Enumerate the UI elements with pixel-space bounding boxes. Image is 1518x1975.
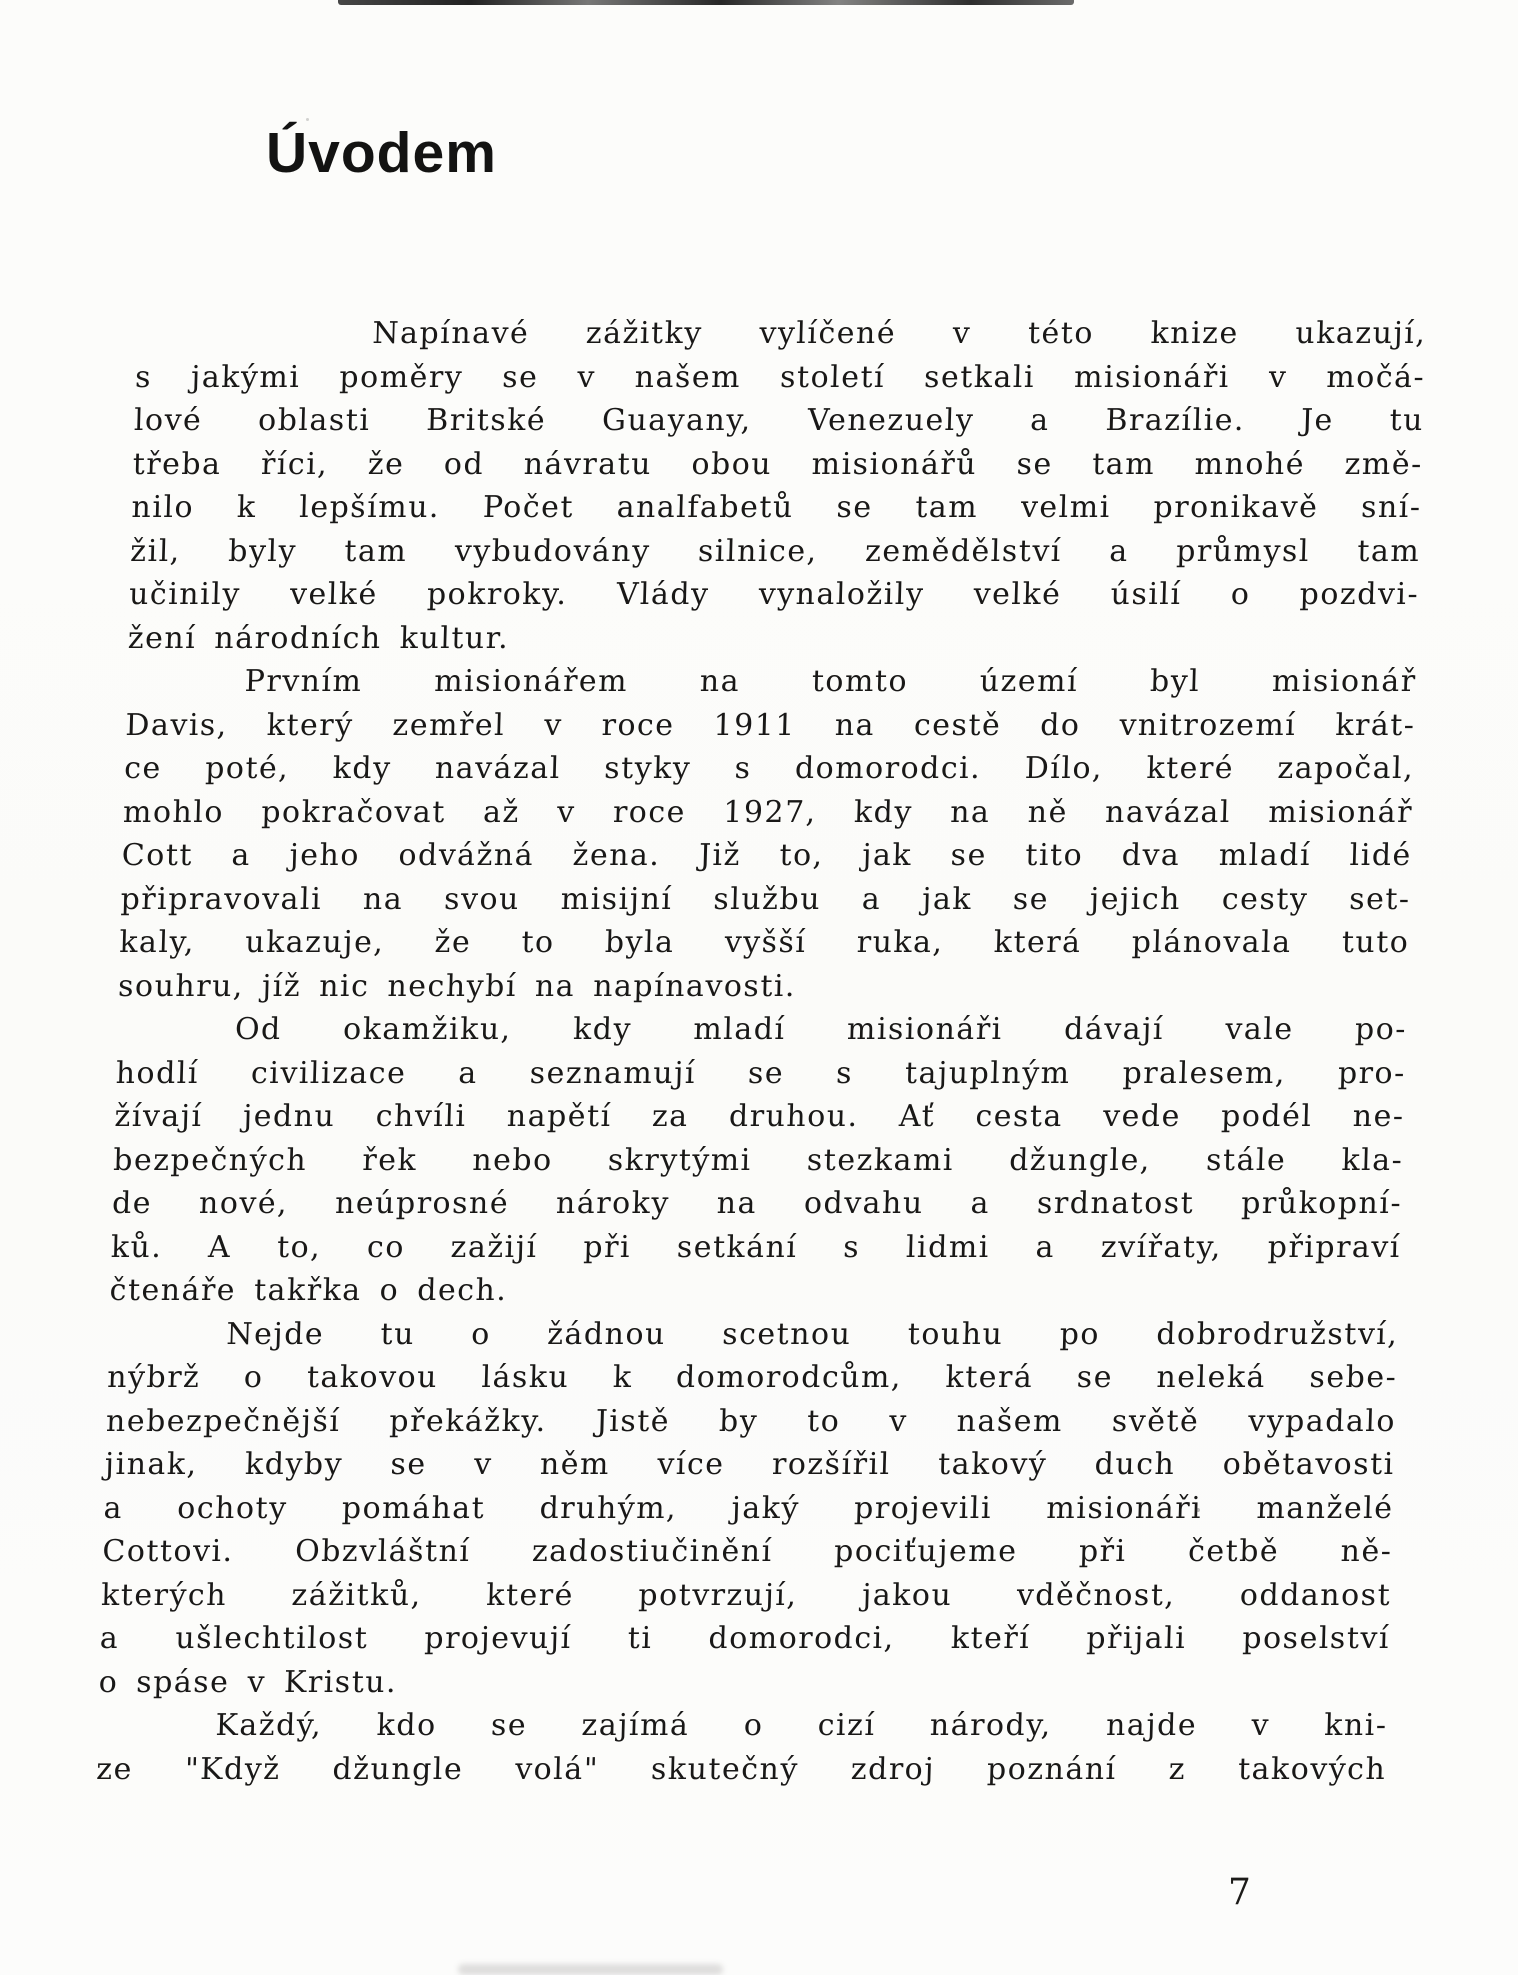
text-line: Každý, kdo se zajímá o cizí národy, najde v kni- (215, 1708, 1389, 1743)
text-line: s jakými poměry se v našem století setkali misionáři v močá- (134, 359, 1426, 395)
text-line: mohlo pokračovat až v roce 1927, kdy na ně navázal misionář (122, 794, 1414, 830)
text-line: nebezpečnější překážky. Jistě by to v našem světě vypadalo (105, 1403, 1397, 1439)
text-line: de nové, neúprosné nároky na odvahu a srdnatost průkopní- (111, 1186, 1403, 1221)
text-line: Cott a jeho odvážná žena. Již to, jak se tito dva mladí lidé (121, 838, 1413, 873)
text-line: žil, byly tam vybudovány silnice, zemědělství a průmysl tam (129, 533, 1421, 569)
text-line: Od okamžiku, kdy mladí misionáři dávají vale po- (234, 1012, 1408, 1047)
text-line: bezpečných řek nebo skrytými stezkami džungle, stále kla- (112, 1142, 1404, 1178)
text-line: Cottovi. Obzvláštní zadostiučinění pociťujeme při četbě ně- (101, 1534, 1393, 1569)
text-line: Prvním misionářem na tomto území byl misionář (244, 664, 1418, 699)
text-line: jinak, kdyby se v něm více rozšířil takový duch obětavosti (104, 1447, 1396, 1482)
text-line: hodlí civilizace a seznamují se s tajuplným pralesem, pro- (115, 1055, 1407, 1091)
text-line: ků. A to, co zažijí při setkání s lidmi a zvířaty, připraví (110, 1229, 1402, 1265)
scan-smudge-top-edge (338, 0, 1074, 5)
text-line: třeba říci, že od návratu obou misionářů se tam mnohé změ- (132, 446, 1424, 482)
text-line: a ochoty pomáhat druhým, jaký projevili misionáři manželé (103, 1490, 1395, 1526)
text-line: ce poté, kdy navázal styky s domorodci. Dílo, které započal, (123, 751, 1415, 786)
page-number: 7 (1228, 1872, 1251, 1913)
text-line: Davis, který zemřel v roce 1911 na cestě do vnitrozemí krát- (124, 707, 1416, 743)
text-line: o spáse v Kristu. (98, 1664, 398, 1700)
scan-smudge-bottom-edge (458, 1964, 723, 1975)
scan-speck (1196, 1508, 1200, 1512)
text-line: ze "Když džungle volá" skutečný zdroj poznání z takových (95, 1751, 1387, 1787)
text-line: nýbrž o takovou lásku k domorodcům, která se neleká sebe- (106, 1360, 1398, 1395)
text-line: nilo k lepšímu. Počet analfabetů se tam velmi pronikavě sní- (131, 490, 1423, 525)
body-text (96, 312, 1427, 1791)
text-line: lové oblasti Britské Guayany, Venezuely a Brazílie. Je tu (133, 403, 1425, 438)
text-line: žení národních kultur. (127, 620, 510, 656)
page-title: Úvodem (266, 121, 497, 186)
text-line: učinily velké pokroky. Vlády vynaložily velké úsilí o pozdvi- (128, 577, 1420, 612)
text-line: Nejde tu o žádnou scetnou touhu po dobrodružství, (225, 1316, 1399, 1352)
text-line: a ušlechtilost projevují ti domorodci, kteří přijali poselství (99, 1621, 1391, 1656)
text-line: připravovali na svou misijní službu a jak se jejich cesty set- (120, 881, 1412, 917)
text-line: čtenáře takřka o dech. (109, 1273, 508, 1308)
text-line: Napínavé zážitky vylíčené v této knize ukazují, (371, 316, 1427, 351)
text-line: souhru, jíž nic nechybí na napínavosti. (117, 968, 797, 1004)
scan-speck (306, 118, 309, 121)
text-line: kaly, ukazuje, že to byla vyšší ruka, která plánovala tuto (118, 925, 1410, 960)
text-line: kterých zážitků, které potvrzují, jakou vděčnost, oddanost (100, 1577, 1392, 1613)
text-line: žívají jednu chvíli napětí za druhou. Ať cesta vede podél ne- (114, 1099, 1406, 1134)
